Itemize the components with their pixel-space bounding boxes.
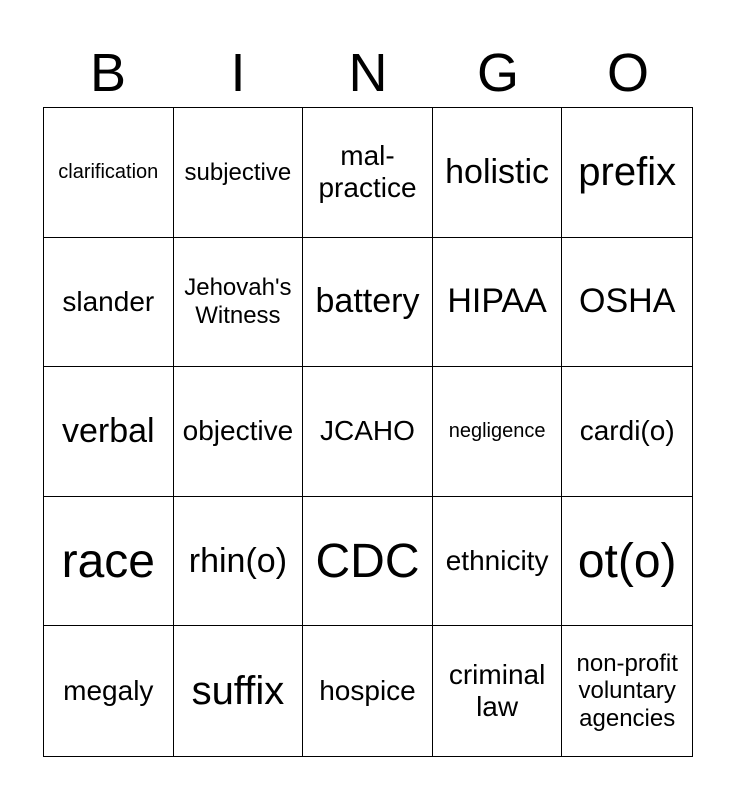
header-letter-o: O — [606, 43, 649, 103]
bingo-cell-r3c1[interactable] — [44, 367, 174, 497]
cell-text: objective — [182, 415, 294, 447]
bingo-cell-r1c1[interactable] — [44, 108, 174, 238]
cell-text: Jehovah's Witness — [184, 274, 292, 329]
bingo-cell-r5c3[interactable] — [303, 626, 433, 756]
cell-text: CDC — [315, 534, 420, 588]
bingo-cell-r5c2[interactable] — [174, 626, 304, 756]
cell-text: ethnicity — [445, 545, 549, 576]
cell-text: slander — [62, 285, 155, 317]
bingo-cell-r5c1[interactable] — [44, 626, 174, 756]
cell-text: subjective — [184, 158, 292, 186]
cell-text: JCAHO — [320, 415, 415, 447]
bingo-cell-r3c5[interactable] — [562, 367, 692, 497]
cell-text: clarification — [58, 160, 159, 183]
bingo-cell-r4c2[interactable] — [174, 497, 304, 627]
bingo-header — [43, 42, 693, 104]
cell-text: prefix — [578, 150, 677, 195]
header-letter-i: I — [230, 43, 246, 103]
bingo-cell-r4c3[interactable] — [303, 497, 433, 627]
cell-text: cardi(o) — [579, 415, 675, 447]
cell-text: OSHA — [579, 282, 676, 321]
cell-text: ot(o) — [577, 534, 677, 588]
header-letter-n: N — [348, 43, 388, 103]
bingo-cell-r4c1[interactable] — [44, 497, 174, 627]
bingo-cell-r1c4[interactable] — [433, 108, 563, 238]
header-letter-g: G — [476, 43, 519, 103]
bingo-cell-r2c5[interactable] — [562, 238, 692, 368]
cell-text: battery — [315, 282, 420, 321]
bingo-cell-r1c5[interactable] — [562, 108, 692, 238]
bingo-cell-r1c3[interactable] — [303, 108, 433, 238]
bingo-cell-r1c2[interactable] — [174, 108, 304, 238]
bingo-cell-r2c2[interactable] — [174, 238, 304, 368]
bingo-cell-r3c4[interactable] — [433, 367, 563, 497]
bingo-cell-r5c4[interactable] — [433, 626, 563, 756]
header-letter-b: B — [89, 43, 127, 103]
bingo-board — [43, 107, 693, 757]
cell-text: megaly — [63, 675, 154, 707]
bingo-cell-r2c4[interactable] — [433, 238, 563, 368]
bingo-cell-r4c5[interactable] — [562, 497, 692, 627]
bingo-cell-r5c5[interactable] — [562, 626, 692, 756]
cell-text: holistic — [445, 152, 550, 191]
cell-text: verbal — [61, 411, 155, 450]
cell-text: HIPAA — [447, 282, 547, 321]
cell-text: non-profit voluntary agencies — [576, 649, 678, 732]
cell-text: criminal law — [448, 659, 546, 723]
cell-text: race — [61, 534, 155, 588]
cell-text: hospice — [319, 675, 416, 707]
bingo-cell-r2c1[interactable] — [44, 238, 174, 368]
bingo-cell-r3c3[interactable] — [303, 367, 433, 497]
bingo-cell-r2c3[interactable] — [303, 238, 433, 368]
bingo-cell-r4c4[interactable] — [433, 497, 563, 627]
cell-text: rhin(o) — [188, 541, 288, 580]
cell-text: negligence — [448, 419, 546, 442]
bingo-cell-r3c2[interactable] — [174, 367, 304, 497]
cell-text: suffix — [191, 669, 285, 714]
cell-text: mal- practice — [318, 140, 417, 204]
